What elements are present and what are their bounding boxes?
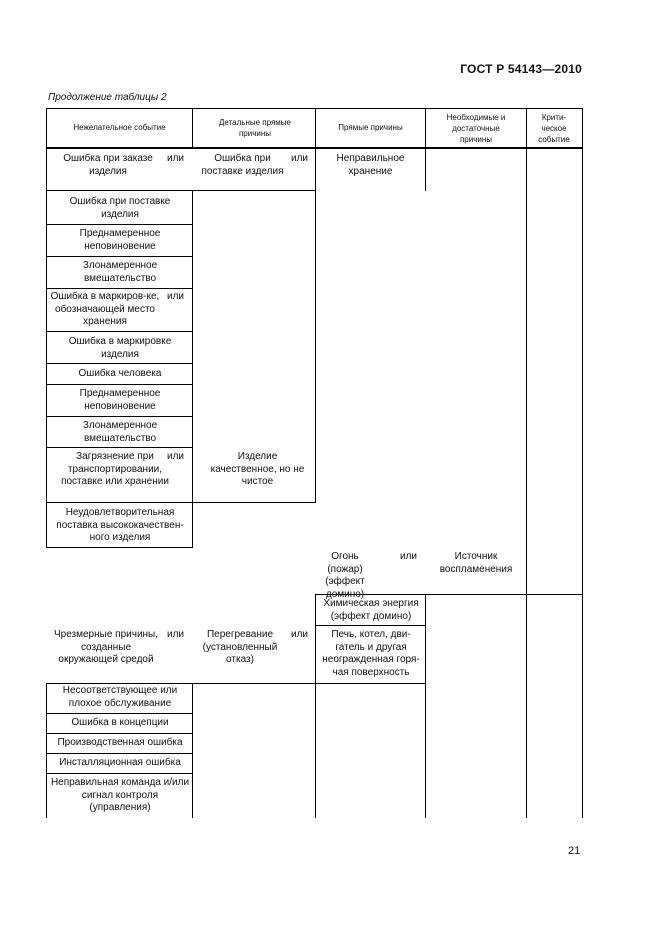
event-cell: Ошибка человека xyxy=(78,368,162,379)
box-divider xyxy=(46,683,426,684)
box-border xyxy=(315,594,316,818)
box-divider xyxy=(46,753,193,754)
or-connector: или xyxy=(291,153,309,164)
event-cell: Несоответствующее или плохое обслуживание xyxy=(62,685,178,709)
direct-cause-cell: Огонь (пожар) (эффект домино) xyxy=(325,551,365,600)
box-divider xyxy=(46,288,193,289)
box-divider xyxy=(46,224,193,225)
column-border xyxy=(582,148,583,818)
event-cell: Ошибка в маркиров-ке, обозначающей место хранения xyxy=(50,291,160,327)
event-cell: Производственная ошибка xyxy=(57,737,183,748)
table-caption: Продолжение таблицы 2 xyxy=(48,92,167,103)
event-cell: Неудовлетворительная поставка высококачествен-ного изделия xyxy=(56,507,184,543)
event-cell: Загрязнение при транспортировании, поставке или хранении xyxy=(61,451,169,487)
event-cell: Ошибка при поставке изделия xyxy=(69,196,171,220)
event-cell: Чрезмерные причины, созданные окружающей средой xyxy=(53,629,159,665)
column-header: Необходимые и достаточные причины xyxy=(446,113,506,144)
column-header: Детальные прямые причины xyxy=(218,118,292,138)
event-cell: Злонамеренное вмешательство xyxy=(82,260,158,284)
box-border xyxy=(192,683,193,818)
box-border xyxy=(425,148,426,191)
or-connector: или xyxy=(167,291,185,302)
box-border xyxy=(46,683,47,818)
event-cell: Ошибка при заказе изделия xyxy=(63,153,153,177)
event-cell: Инсталляционная ошибка xyxy=(59,757,181,768)
event-cell: Ошибка в маркировке изделия xyxy=(68,336,172,360)
box-divider xyxy=(46,733,193,734)
or-connector: или xyxy=(167,451,185,462)
box-divider xyxy=(46,190,315,191)
box-border xyxy=(315,148,316,503)
box-divider xyxy=(46,384,193,385)
header-divider xyxy=(582,108,583,148)
standard-number: ГОСТ Р 54143—2010 xyxy=(460,62,582,76)
header-divider xyxy=(425,108,426,148)
box-divider xyxy=(46,447,193,448)
header-divider xyxy=(526,108,527,148)
cause-cell: Изделие качественное, но не чистое xyxy=(210,451,305,487)
box-border xyxy=(425,594,426,818)
column-header: Нежелательное событие xyxy=(73,123,166,132)
box-divider xyxy=(46,502,315,503)
event-cell: Ошибка в концепции xyxy=(71,717,169,728)
direct-cause-cell: Печь, котел, дви-гатель и другая неогражденная горя-чая поверхность xyxy=(322,629,420,678)
header-divider xyxy=(192,108,193,148)
box-divider xyxy=(315,625,426,626)
cause-cell: Ошибка при поставке изделия xyxy=(201,153,284,177)
box-border xyxy=(46,148,47,548)
direct-cause-cell: Химическая энергия (эффект домино) xyxy=(323,598,419,622)
event-cell: Неправильная команда и/или сигнал контроля (управления) xyxy=(50,777,190,813)
or-connector: или xyxy=(291,629,309,640)
box-divider xyxy=(46,773,193,774)
direct-cause-cell: Неправильное хранение xyxy=(336,153,405,177)
page-number: 21 xyxy=(568,845,581,857)
box-divider xyxy=(46,363,193,364)
cause-cell: Перегревание (установленный отказ) xyxy=(202,629,278,665)
sufficient-cause-cell: Источник воспламенения xyxy=(439,551,513,575)
event-cell: Преднамеренное неповиновение xyxy=(79,388,161,412)
column-header: Прямые причины xyxy=(338,123,403,132)
or-connector: или xyxy=(400,551,418,562)
or-connector: или xyxy=(167,629,185,640)
column-header: Крити-ческое событие xyxy=(538,113,570,144)
box-divider xyxy=(46,331,193,332)
box-divider xyxy=(46,713,193,714)
or-connector: или xyxy=(167,153,185,164)
event-cell: Преднамеренное неповиновение xyxy=(79,228,161,252)
event-cell: Злонамеренное вмешательство xyxy=(82,420,158,444)
box-divider xyxy=(46,547,193,548)
box-border xyxy=(192,190,193,548)
box-divider xyxy=(46,416,193,417)
box-divider xyxy=(46,256,193,257)
column-border xyxy=(526,148,527,818)
